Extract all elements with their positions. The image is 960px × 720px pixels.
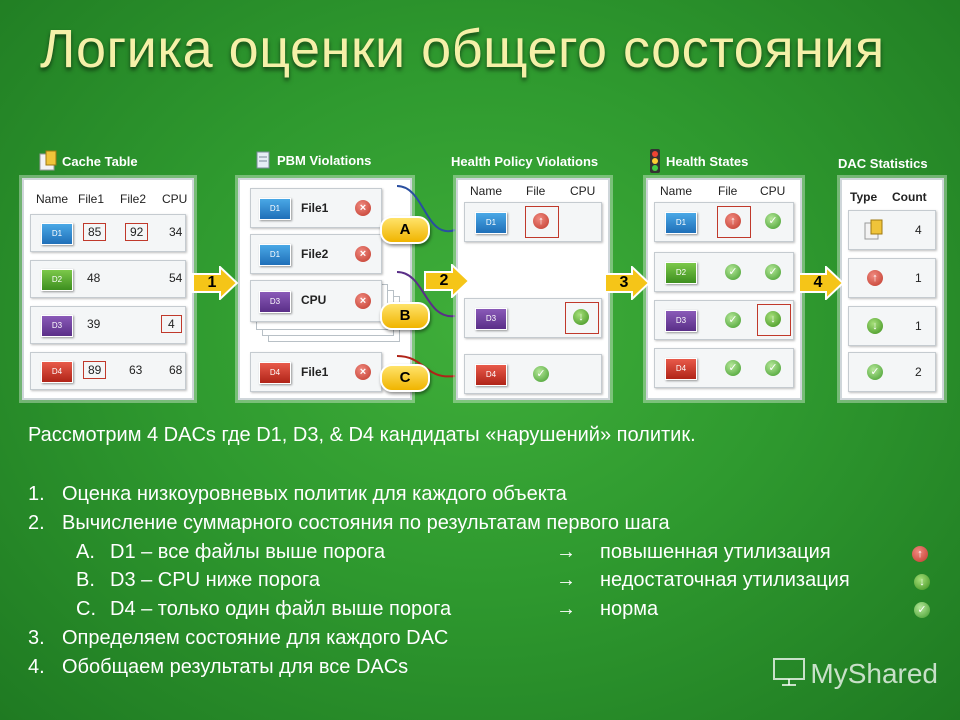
violation-label: File2 bbox=[301, 247, 329, 261]
presentation-icon bbox=[772, 657, 806, 694]
table-row bbox=[848, 352, 936, 392]
error-icon: × bbox=[355, 200, 371, 216]
dac-chip: D2 bbox=[665, 262, 697, 284]
list-item bbox=[250, 280, 382, 322]
arrow-down-icon: ↓ bbox=[765, 311, 781, 327]
page-title: Логика оценки общего состояния bbox=[40, 19, 885, 79]
col-count: Count bbox=[892, 190, 927, 204]
violation-label: File1 bbox=[301, 201, 329, 215]
check-icon: ✓ bbox=[725, 360, 741, 376]
sub-c-text: D4 – только один файл выше порога bbox=[110, 598, 452, 620]
step-2-arrow bbox=[424, 264, 470, 298]
step-1-label: 1 bbox=[207, 274, 217, 291]
table-row bbox=[464, 202, 602, 242]
sub-a-arrow: → bbox=[556, 541, 576, 563]
bubble-b: B bbox=[380, 302, 430, 330]
dac-chip: D2 bbox=[41, 269, 73, 291]
arrow-up-icon: ↑ bbox=[912, 546, 928, 562]
cell-cpu: 54 bbox=[169, 271, 183, 285]
item-2-number: 2. bbox=[28, 512, 45, 534]
list-item bbox=[250, 234, 382, 274]
arrow-down-icon: ↓ bbox=[867, 318, 883, 334]
col-type: Type bbox=[850, 190, 878, 204]
item-1-text: Оценка низкоуровневых политик для каждого объекта bbox=[62, 483, 567, 505]
cell-cpu: 34 bbox=[169, 225, 183, 239]
col-file1: File1 bbox=[78, 192, 105, 206]
bubble-a: A bbox=[380, 216, 430, 244]
sub-c-result: норма bbox=[600, 598, 659, 620]
check-icon: ✓ bbox=[867, 364, 883, 380]
dac-chip: D3 bbox=[665, 310, 697, 332]
dac-chip: D3 bbox=[259, 291, 291, 313]
watermark-text: MyShared bbox=[810, 657, 938, 689]
dac-chip: D1 bbox=[41, 223, 73, 245]
stat-count: 2 bbox=[915, 365, 922, 379]
check-icon: ✓ bbox=[914, 602, 930, 618]
pbm-violations-title: PBM Violations bbox=[277, 152, 372, 168]
cell-file1: 89 bbox=[83, 361, 106, 379]
table-row bbox=[464, 354, 602, 394]
item-3-text: Определяем состояние для каждого DAC bbox=[62, 627, 449, 649]
violation-label: File1 bbox=[301, 365, 329, 379]
health-policy-violations-header: Health Policy Violations bbox=[451, 154, 599, 169]
table-row bbox=[464, 298, 602, 338]
dac-statistics-header: DAC Statistics bbox=[838, 156, 928, 171]
step-3-arrow bbox=[604, 266, 650, 300]
table-row bbox=[848, 258, 936, 298]
cell-file1: 85 bbox=[83, 223, 106, 241]
sub-b-number: B. bbox=[76, 569, 95, 591]
list-item bbox=[250, 352, 382, 392]
stat-count: 1 bbox=[915, 271, 922, 285]
col-name: Name bbox=[660, 184, 693, 198]
sub-a-result: повышенная утилизация bbox=[600, 541, 831, 563]
cell-file1: 39 bbox=[87, 317, 101, 331]
dac-chip: D4 bbox=[259, 362, 291, 384]
intro-text: Рассмотрим 4 DACs где D1, D3, & D4 кандидаты «нарушений» политик. bbox=[28, 424, 696, 446]
database-icon bbox=[863, 219, 885, 246]
pbm-violations-header bbox=[255, 150, 371, 173]
document-icon bbox=[255, 150, 273, 173]
stat-count: 1 bbox=[915, 319, 922, 333]
item-2-text: Вычисление суммарного состояния по результатам первого шага bbox=[62, 512, 670, 534]
health-states-title: Health States bbox=[666, 153, 749, 169]
list-item bbox=[250, 188, 382, 228]
sub-b-text: D3 – CPU ниже порога bbox=[110, 569, 321, 591]
health-policy-panel bbox=[456, 178, 610, 400]
dac-chip: D1 bbox=[665, 212, 697, 234]
cache-table-title: Cache Table bbox=[62, 153, 138, 169]
table-row bbox=[30, 352, 186, 390]
dac-statistics-panel bbox=[840, 178, 944, 400]
bubble-c: C bbox=[380, 364, 430, 392]
check-icon: ✓ bbox=[765, 213, 781, 229]
table-row bbox=[30, 214, 186, 252]
arrow-up-icon: ↑ bbox=[533, 213, 549, 229]
cache-table-header bbox=[38, 150, 138, 175]
dac-chip: D4 bbox=[665, 358, 697, 380]
arrow-down-icon: ↓ bbox=[573, 309, 589, 325]
table-row bbox=[654, 300, 794, 340]
dac-chip: D1 bbox=[259, 198, 291, 220]
sub-b-result: недостаточная утилизация bbox=[600, 569, 850, 591]
item-3-number: 3. bbox=[28, 627, 45, 649]
col-cpu: CPU bbox=[760, 184, 786, 198]
error-icon: × bbox=[355, 364, 371, 380]
check-icon: ✓ bbox=[725, 312, 741, 328]
dac-chip: D4 bbox=[41, 361, 73, 383]
dac-chip: D4 bbox=[475, 364, 507, 386]
cell-cpu: 68 bbox=[169, 363, 183, 377]
violation-label: CPU bbox=[301, 293, 327, 307]
col-cpu: CPU bbox=[570, 184, 596, 198]
cell-file2: 92 bbox=[125, 223, 148, 241]
cell-file2: 63 bbox=[129, 363, 143, 377]
error-icon: × bbox=[355, 246, 371, 262]
cell-file1: 48 bbox=[87, 271, 101, 285]
arrow-down-icon: ↓ bbox=[914, 574, 930, 590]
database-icon bbox=[38, 150, 58, 175]
col-file: File bbox=[526, 184, 546, 198]
check-icon: ✓ bbox=[765, 360, 781, 376]
col-file2: File2 bbox=[120, 192, 147, 206]
item-4-number: 4. bbox=[28, 656, 45, 678]
sub-b-arrow: → bbox=[556, 569, 576, 591]
table-row bbox=[654, 348, 794, 388]
arrow-up-icon: ↑ bbox=[867, 270, 883, 286]
dac-chip: D1 bbox=[259, 244, 291, 266]
table-row bbox=[654, 202, 794, 242]
sub-a-number: A. bbox=[76, 541, 95, 563]
step-2-label: 2 bbox=[439, 272, 449, 289]
col-name: Name bbox=[36, 192, 69, 206]
stat-count: 4 bbox=[915, 223, 922, 237]
check-icon: ✓ bbox=[765, 264, 781, 280]
dac-chip: D1 bbox=[475, 212, 507, 234]
health-states-header bbox=[648, 148, 748, 177]
table-row bbox=[848, 210, 936, 250]
dac-chip: D3 bbox=[475, 308, 507, 330]
table-row bbox=[654, 252, 794, 292]
sub-a-text: D1 – все файлы выше порога bbox=[110, 541, 386, 563]
cache-table-panel bbox=[22, 178, 194, 400]
step-3-label: 3 bbox=[619, 274, 629, 291]
item-1-number: 1. bbox=[28, 483, 45, 505]
sub-c-arrow: → bbox=[556, 598, 576, 620]
dac-chip: D3 bbox=[41, 315, 73, 337]
item-4-text: Обобщаем результаты для все DACs bbox=[62, 656, 409, 678]
health-states-panel bbox=[646, 178, 802, 400]
traffic-light-icon bbox=[648, 148, 662, 177]
col-cpu: CPU bbox=[162, 192, 188, 206]
col-file: File bbox=[718, 184, 738, 198]
error-icon: × bbox=[355, 293, 371, 309]
step-4-arrow bbox=[798, 266, 844, 300]
step-4-label: 4 bbox=[813, 274, 823, 291]
table-row bbox=[30, 306, 186, 344]
check-icon: ✓ bbox=[533, 366, 549, 382]
table-row bbox=[848, 306, 936, 346]
watermark bbox=[772, 657, 938, 694]
sub-c-number: C. bbox=[76, 598, 96, 620]
table-row bbox=[30, 260, 186, 298]
step-1-arrow bbox=[192, 266, 238, 300]
arrow-up-icon: ↑ bbox=[725, 213, 741, 229]
col-name: Name bbox=[470, 184, 503, 198]
check-icon: ✓ bbox=[725, 264, 741, 280]
cell-cpu: 4 bbox=[161, 315, 182, 333]
